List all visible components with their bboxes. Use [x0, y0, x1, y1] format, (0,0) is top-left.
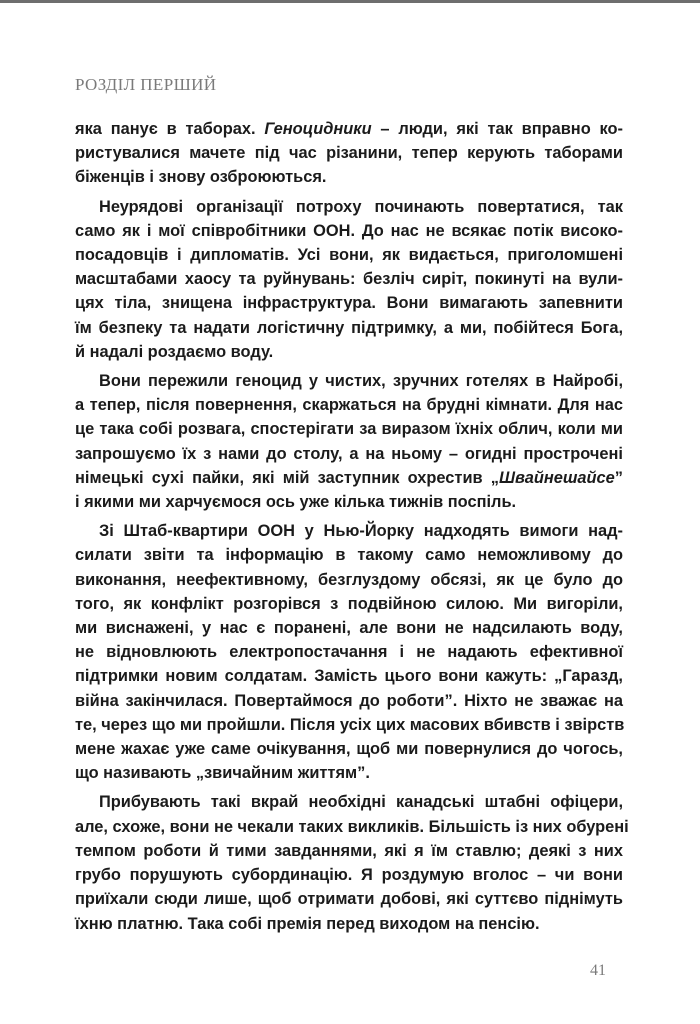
text-segment: Неурядові організації потроху починають повертатися, так [99, 197, 623, 216]
text-segment: війна закінчилася. Повертаймося до роботи”. Ніхто не зважає на [75, 691, 623, 710]
text-line [75, 616, 623, 640]
text-line [75, 340, 623, 364]
text-line [75, 291, 623, 315]
text-line [75, 790, 623, 814]
text-segment: приїхали сюди лише, щоб отримати добові, які суттєво піднімуть [75, 890, 623, 909]
text-line [75, 267, 623, 291]
text-line [75, 466, 623, 490]
text-segment: а тепер, після повернення, скаржаться на брудні кімнати. Для нас [75, 396, 623, 415]
text-segment: німецькі сухі пайки, які мій заступник охрестив „ [75, 468, 499, 487]
text-line [75, 912, 623, 936]
text-segment: їм безпеку та надати логістичну підтримку, а ми, побійтеся Бога, [75, 318, 623, 337]
text-line [75, 316, 623, 340]
text-line [75, 737, 623, 761]
text-segment: масштабами хаосу та руйнувань: безліч сиріт, покинуті на вули- [75, 270, 623, 289]
text-segment: Зі Штаб-квартири ООН у Нью-Йорку надходять вимоги над- [99, 522, 623, 541]
text-segment: посадовців і дипломатів. Усі вони, як видається, приголомшені [75, 246, 623, 265]
text-segment: яка панує в таборах. [75, 120, 265, 138]
page-number: 41 [590, 962, 606, 979]
text-segment: цях тіла, знищена інфраструктура. Вони вимагають запевнити [75, 294, 623, 313]
text-line [75, 141, 623, 165]
italic-term: Геноцидники [264, 120, 372, 138]
italic-term: Швайнешайсе [498, 468, 615, 487]
text-segment: запрошуємо їх з нами до столу, а на ньому – огидні прострочені [75, 444, 623, 463]
text-segment: і якими ми харчуємося ось уже кілька тижнів поспіль. [75, 493, 517, 512]
paragraph [75, 519, 623, 785]
text-line [75, 243, 623, 267]
paragraph [75, 369, 623, 514]
paragraph [75, 790, 629, 935]
text-line [75, 640, 623, 664]
text-line [75, 592, 623, 616]
text-segment: й надалі роздаємо воду. [75, 342, 274, 361]
text-line [75, 863, 623, 887]
text-line [75, 887, 623, 911]
text-line [75, 839, 623, 863]
text-line [75, 568, 623, 592]
text-line [75, 117, 623, 141]
text-line [75, 393, 623, 417]
text-segment: того, як конфлікт розгорівся з подвійною силою. Ми вигоріли, [75, 594, 623, 613]
text-segment: біженців і знову озброюються. [75, 168, 327, 187]
text-line [75, 815, 629, 839]
text-segment: силати звіти та інформацію в такому само неможливому до [75, 546, 623, 565]
text-segment: темпом роботи й тими завданнями, які я їм ставлю; деякі з них [75, 841, 623, 860]
text-line [75, 664, 623, 688]
text-line [75, 165, 623, 189]
text-segment: само як і мої співробітники ООН. До нас не всякає потік високо- [75, 221, 623, 240]
text-segment: Вони пережили геноцид у чистих, зручних готелях в Найробі, [99, 372, 623, 391]
text-line [75, 369, 623, 393]
text-segment: грубо порушують субординацію. Я роздумую вголос – чи вони [75, 866, 623, 885]
text-segment: що називають „звичайним життям”. [75, 764, 370, 783]
text-line [75, 490, 623, 514]
text-segment: – люди, які так вправно ко- [371, 120, 623, 138]
text-line [75, 761, 623, 785]
text-segment: мене жахає уже саме очікування, щоб ми повернулися до чогось, [75, 740, 623, 759]
text-segment: Прибувають такі вкрай необхідні канадські штабні офіцери, [99, 793, 623, 812]
text-line [75, 195, 623, 219]
text-segment: це така собі розвага, спостерігати за виразом їхніх облич, коли ми [75, 420, 623, 439]
text-line [75, 442, 623, 466]
text-segment: виконання, неефективному, безглуздому обсязі, як це було до [75, 570, 623, 589]
text-segment: ми виснажені, у нас є поранені, але вони не надсилають воду, [75, 619, 623, 638]
running-head: РОЗДІЛ ПЕРШИЙ [75, 75, 217, 94]
text-segment: але, схоже, вони не чекали таких викликів. Більшість із них обурені [75, 817, 629, 836]
body-text [75, 117, 629, 936]
paragraph [75, 117, 623, 190]
text-line [75, 519, 623, 543]
text-line [75, 543, 623, 567]
text-line [75, 417, 623, 441]
text-line [75, 713, 623, 737]
text-segment: ристувалися мачете під час різанини, тепер керують таборами [75, 144, 623, 163]
text-segment: те, через що ми пройшли. Після усіх цих масових вбивств і звірств [75, 715, 625, 734]
paragraph [75, 195, 623, 364]
text-segment: їхню платню. Така собі премія перед виходом на пенсію. [75, 914, 540, 933]
text-segment: підтримки новим солдатам. Замість цього вони кажуть: „Гаразд, [75, 667, 623, 686]
text-line [75, 689, 623, 713]
text-segment: ” [614, 468, 623, 487]
text-segment: не відновлюють електропостачання і не надають ефективної [75, 643, 623, 662]
text-line [75, 219, 623, 243]
page-top-rule [0, 0, 700, 3]
